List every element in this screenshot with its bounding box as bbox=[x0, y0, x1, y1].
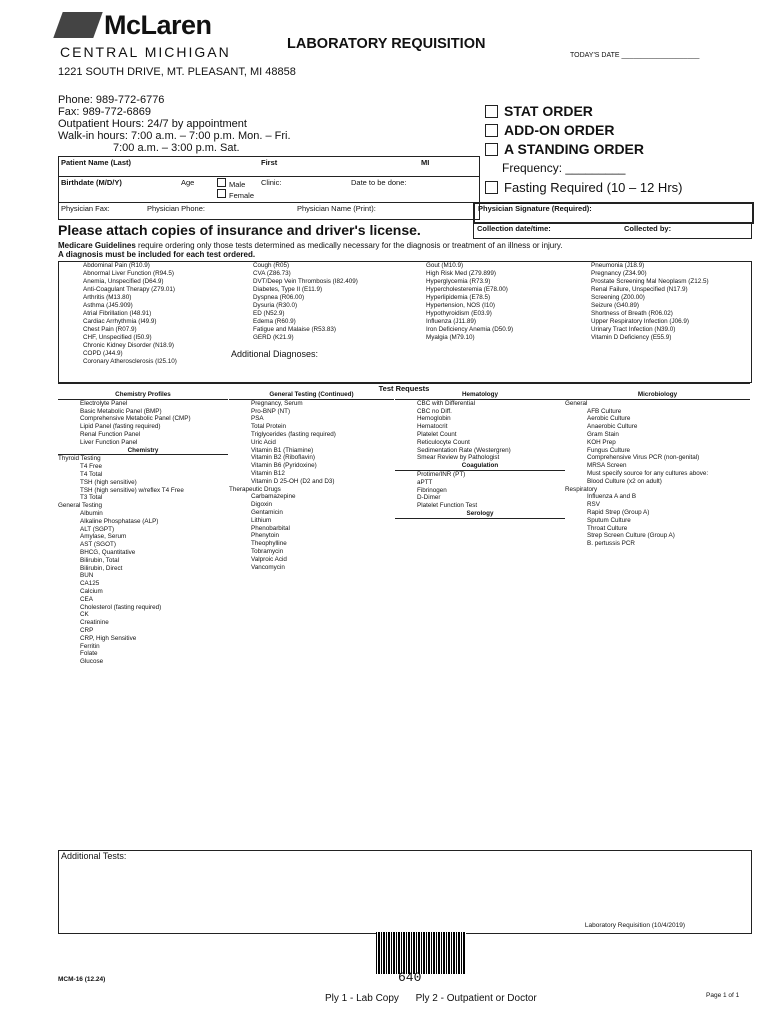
test-option[interactable]: Platelet Count bbox=[417, 430, 457, 438]
group-label: Thyroid Testing bbox=[58, 455, 101, 463]
fax: Fax: 989-772-6869 bbox=[58, 106, 151, 118]
diagnosis-option[interactable]: Anti-Coagulant Therapy (Z79.01) bbox=[83, 286, 175, 293]
test-option[interactable]: Folate bbox=[80, 650, 98, 658]
diagnosis-option[interactable]: DVT/Deep Vein Thrombosis (I82.409) bbox=[253, 278, 358, 285]
test-option[interactable]: Strep Screen Culture (Group A) bbox=[587, 532, 675, 540]
collection-box[interactable]: Collection date/time: Collected by: bbox=[473, 222, 752, 239]
test-option[interactable]: Bilirubin, Total bbox=[80, 556, 120, 564]
diagnosis-option[interactable]: Hypothyroidism (E03.9) bbox=[426, 310, 492, 317]
logo-mark-icon bbox=[53, 12, 102, 38]
test-option[interactable]: Vitamin B1 (Thiamine) bbox=[251, 446, 314, 454]
page-number: Page 1 of 1 bbox=[706, 992, 740, 999]
test-option[interactable]: Carbamazepine bbox=[251, 493, 296, 501]
test-option[interactable]: Basic Metabolic Panel (BMP) bbox=[80, 407, 162, 415]
female-option[interactable]: Female bbox=[217, 189, 254, 200]
test-option[interactable]: TSH (high sensitive) w/reflex T4 Free bbox=[80, 486, 184, 494]
test-option[interactable]: BHCG, Quantitative bbox=[80, 548, 136, 556]
brand-name: McLaren bbox=[104, 10, 212, 40]
section-header: Coagulation bbox=[395, 462, 565, 471]
test-option[interactable]: AST (SGOT) bbox=[80, 541, 116, 549]
group-label: Respiratory bbox=[565, 485, 598, 493]
diagnosis-option[interactable]: Arthritis (M13.80) bbox=[83, 294, 132, 301]
additional-diagnoses[interactable]: Additional Diagnoses: bbox=[231, 349, 319, 359]
date-done-label[interactable]: Date to be done: bbox=[351, 178, 407, 187]
test-option[interactable]: Total Protein bbox=[251, 423, 287, 431]
clinic-label[interactable]: Clinic: bbox=[261, 178, 282, 187]
order-options bbox=[485, 102, 682, 197]
hematology-column bbox=[395, 391, 565, 519]
diagnosis-option[interactable]: Seizure (G40.89) bbox=[591, 302, 639, 309]
diagnosis-option[interactable]: Chest Pain (R07.9) bbox=[83, 326, 137, 333]
test-option[interactable]: Calcium bbox=[80, 587, 103, 595]
diagnosis-option[interactable]: Upper Respiratory Infection (J06.9) bbox=[591, 318, 689, 325]
test-option[interactable]: B. pertussis PCR bbox=[587, 540, 635, 548]
mclaren-logo bbox=[58, 10, 238, 62]
test-option[interactable]: Blood Culture (x2 on adult) bbox=[587, 477, 662, 485]
fasting-option[interactable]: Fasting Required (10 – 12 Hrs) bbox=[485, 178, 682, 197]
test-option[interactable]: Bilirubin, Direct bbox=[80, 564, 123, 572]
contact-info bbox=[58, 94, 291, 154]
test-option[interactable]: Protime/INR (PT) bbox=[417, 470, 466, 478]
address: 1221 SOUTH DRIVE, MT. PLEASANT, MI 48858 bbox=[58, 66, 296, 78]
page-title: LABORATORY REQUISITION bbox=[287, 36, 486, 52]
section-header: Chemistry Profiles bbox=[58, 391, 228, 400]
ply-info: Ply 1 - Lab Copy Ply 2 - Outpatient or Doctor bbox=[325, 993, 537, 1004]
diagnosis-option[interactable]: Atrial Fibrillation (I48.91) bbox=[83, 310, 152, 317]
group-label: General Testing bbox=[58, 502, 102, 510]
test-option[interactable]: T4 Free bbox=[80, 463, 103, 471]
group-label: Therapeutic Drugs bbox=[229, 485, 281, 493]
diagnosis-option[interactable]: COPD (J44.9) bbox=[83, 350, 123, 357]
test-option[interactable]: Triglycerides (fasting required) bbox=[251, 430, 336, 438]
test-option[interactable]: Aerobic Culture bbox=[587, 415, 631, 423]
test-option[interactable]: Hematocrit bbox=[417, 423, 448, 431]
diagnosis-option[interactable]: Hypercholesteremia (E78.00) bbox=[426, 286, 508, 293]
test-option[interactable]: CBC no Diff. bbox=[417, 407, 452, 415]
test-option[interactable]: Comprehensive Virus PCR (non-genital) bbox=[587, 454, 700, 462]
patient-name-label[interactable]: Patient Name (Last) bbox=[61, 158, 132, 167]
diagnosis-option[interactable]: Vitamin D Deficiency (E55.9) bbox=[591, 334, 672, 341]
diagnosis-option[interactable]: Urinary Tract Infection (N39.0) bbox=[591, 326, 676, 333]
test-option[interactable]: Liver Function Panel bbox=[80, 438, 138, 446]
diagnosis-option[interactable]: Influenza (J11.89) bbox=[426, 318, 476, 325]
test-option[interactable]: Amylase, Serum bbox=[80, 533, 127, 541]
physician-signature-box[interactable]: Physician Signature (Required): bbox=[473, 202, 754, 224]
general-continued-column bbox=[229, 391, 394, 571]
test-option[interactable]: Tobramycin bbox=[251, 547, 284, 555]
checkbox-icon bbox=[485, 105, 498, 118]
patient-info-box bbox=[58, 156, 480, 220]
diagnosis-option[interactable]: Renal Failure, Unspecified (N17.9) bbox=[591, 286, 688, 293]
male-option[interactable]: Male bbox=[217, 178, 245, 189]
standing-order-option[interactable]: A STANDING ORDER bbox=[485, 140, 682, 159]
diagnosis-option[interactable]: Abnormal Liver Function (R94.5) bbox=[83, 270, 174, 277]
test-option[interactable]: Electrolyte Panel bbox=[80, 399, 128, 407]
diagnosis-option[interactable]: Gout (M10.9) bbox=[426, 262, 464, 269]
test-option[interactable]: Reticulocyte Count bbox=[417, 438, 470, 446]
diagnosis-option[interactable]: CVA (Z86.73) bbox=[253, 270, 291, 277]
microbiology-column bbox=[565, 391, 750, 548]
diagnosis-option[interactable]: Dysuria (R30.0) bbox=[253, 302, 298, 309]
diagnosis-option[interactable]: GERD (K21.9) bbox=[253, 334, 294, 341]
test-option[interactable]: Valproic Acid bbox=[251, 555, 287, 563]
test-option[interactable]: Lithium bbox=[251, 516, 272, 524]
diagnosis-option[interactable]: Fatigue and Malaise (R53.83) bbox=[253, 326, 336, 333]
test-option[interactable]: ALT (SGPT) bbox=[80, 525, 115, 533]
walkin-hours: Walk-in hours: 7:00 a.m. – 7:00 p.m. Mon. – Fri. bbox=[58, 130, 291, 142]
source-note: Must specify source for any cultures above: bbox=[587, 469, 709, 477]
test-option[interactable]: Vitamin B6 (Pyridoxine) bbox=[251, 462, 317, 470]
test-option[interactable]: MRSA Screen bbox=[587, 462, 627, 470]
test-requests-title: Test Requests bbox=[58, 383, 750, 393]
diagnosis-option[interactable]: Pneumonia (J18.9) bbox=[591, 262, 645, 269]
addon-order-option[interactable]: ADD-ON ORDER bbox=[485, 121, 682, 140]
test-option[interactable]: RSV bbox=[587, 501, 600, 509]
checkbox-icon bbox=[485, 181, 498, 194]
diagnosis-option[interactable]: Dyspnea (R06.00) bbox=[253, 294, 305, 301]
section-header: Microbiology bbox=[565, 391, 750, 400]
test-option[interactable]: Theophylline bbox=[251, 540, 287, 548]
test-option[interactable]: Phenobarbital bbox=[251, 524, 290, 532]
chemistry-column bbox=[58, 391, 228, 666]
test-option[interactable]: Uric Acid bbox=[251, 438, 276, 446]
physician-fax-label[interactable]: Physician Fax: bbox=[61, 204, 110, 213]
age-label[interactable]: Age bbox=[181, 178, 195, 187]
test-option[interactable]: Lipid Panel (fasting required) bbox=[80, 423, 161, 431]
diagnosis-option[interactable]: CHF, Unspecified (I50.9) bbox=[83, 334, 152, 341]
test-option[interactable]: CRP bbox=[80, 626, 94, 634]
diagnosis-option[interactable]: Hypertension, NOS (I10) bbox=[426, 302, 495, 309]
test-option[interactable]: D-Dimer bbox=[417, 494, 441, 502]
todays-date[interactable]: TODAY'S DATE ____________________ bbox=[570, 52, 700, 59]
diagnosis-option[interactable]: Edema (R60.9) bbox=[253, 318, 296, 325]
req-version: Laboratory Requisition (10/4/2019) bbox=[584, 922, 685, 929]
barcode bbox=[376, 932, 466, 974]
test-option[interactable]: AFB Culture bbox=[587, 407, 622, 415]
test-option[interactable]: Vitamin B2 (Riboflavin) bbox=[251, 454, 315, 462]
section-header: Serology bbox=[395, 510, 565, 519]
phone: Phone: 989-772-6776 bbox=[58, 94, 165, 106]
test-option[interactable]: Sedimentation Rate (Westergren) bbox=[417, 446, 511, 454]
attach-notice: Please attach copies of insurance and driver's license. bbox=[58, 222, 421, 238]
group-label: General bbox=[565, 399, 588, 407]
test-option[interactable]: PSA bbox=[251, 415, 264, 423]
test-option[interactable]: Digoxin bbox=[251, 501, 272, 509]
mi-label[interactable]: MI bbox=[421, 158, 430, 167]
section-header: General Testing (Continued) bbox=[229, 391, 394, 400]
test-option[interactable]: Alkaline Phosphatase (ALP) bbox=[80, 517, 159, 525]
test-option[interactable]: BUN bbox=[80, 572, 94, 580]
test-option[interactable]: aPTT bbox=[417, 478, 433, 486]
test-option[interactable]: Gentamicin bbox=[251, 508, 283, 516]
diagnosis-option[interactable]: Coronary Atherosclerosis (I25.10) bbox=[83, 358, 177, 365]
checkbox-icon bbox=[485, 143, 498, 156]
diagnosis-option[interactable]: Cardiac Arrhythmia (I49.9) bbox=[83, 318, 157, 325]
test-option[interactable]: Platelet Function Test bbox=[417, 502, 478, 510]
brand-sub: CENTRAL MICHIGAN bbox=[60, 44, 231, 60]
test-option[interactable]: Sputum Culture bbox=[587, 516, 631, 524]
test-option[interactable]: Hemoglobin bbox=[417, 415, 451, 423]
barcode-number: 640 bbox=[398, 970, 422, 985]
diagnosis-option[interactable]: High Risk Med (Z79.899) bbox=[426, 270, 496, 277]
test-option[interactable]: KOH Prep bbox=[587, 438, 616, 446]
diagnosis-option[interactable]: Myalgia (M79.10) bbox=[426, 334, 475, 341]
diagnosis-option[interactable]: Anemia, Unspecified (D64.9) bbox=[83, 278, 164, 285]
diagnosis-option[interactable]: Screening (Z00.00) bbox=[591, 294, 645, 301]
diagnosis-option[interactable]: Asthma (J45.909) bbox=[83, 302, 133, 309]
test-option[interactable]: Pro-BNP (NT) bbox=[251, 407, 291, 415]
section-header: Hematology bbox=[395, 391, 565, 400]
test-option[interactable]: TSH (high sensitive) bbox=[80, 478, 137, 486]
test-option[interactable]: Pregnancy, Serum bbox=[251, 399, 303, 407]
test-option[interactable]: Comprehensive Metabolic Panel (CMP) bbox=[80, 415, 191, 423]
additional-tests-box[interactable]: Additional Tests: Laboratory Requisition (10/4/2019) bbox=[58, 850, 752, 934]
test-option[interactable]: CBC with Differential bbox=[417, 399, 475, 407]
test-option[interactable]: Creatinine bbox=[80, 619, 109, 627]
test-option[interactable]: Vitamin D 25-OH (D2 and D3) bbox=[251, 477, 335, 485]
first-name-label[interactable]: First bbox=[261, 158, 278, 167]
test-option[interactable]: Fungus Culture bbox=[587, 446, 631, 454]
test-option[interactable]: Influenza A and B bbox=[587, 493, 637, 501]
diagnosis-option[interactable]: Hyperglycemia (R73.9) bbox=[426, 278, 491, 285]
test-option[interactable]: Vitamin B12 bbox=[251, 469, 285, 477]
test-option[interactable]: T3 Total bbox=[80, 494, 103, 502]
test-option[interactable]: CA125 bbox=[80, 580, 100, 588]
test-option[interactable]: CK bbox=[80, 611, 89, 619]
diagnosis-option[interactable]: Hyperlipidemia (E78.5) bbox=[426, 294, 491, 301]
diagnosis-option[interactable]: Abdominal Pain (R10.9) bbox=[83, 262, 150, 269]
form-code: MCM-16 (12.24) bbox=[58, 976, 106, 983]
test-option[interactable]: Rapid Strep (Group A) bbox=[587, 508, 650, 516]
test-option[interactable]: T4 Total bbox=[80, 470, 103, 478]
checkbox-icon bbox=[485, 124, 498, 137]
walkin-hours-sat: 7:00 a.m. – 3:00 p.m. Sat. bbox=[58, 142, 240, 154]
diagnosis-option[interactable]: ED (N52.9) bbox=[253, 310, 285, 317]
test-option[interactable]: CRP, High Sensitive bbox=[80, 634, 137, 642]
diagnosis-option[interactable]: Chronic Kidney Disorder (N18.9) bbox=[83, 342, 174, 349]
section-header: Chemistry bbox=[58, 447, 228, 456]
medicare-guidelines: Medicare Guidelines require ordering only those tests determined as medically necessary for the diagnosis or treatment of an illness or injury. A diagnosis must be included for each test ordered. bbox=[58, 241, 563, 259]
test-option[interactable]: Renal Function Panel bbox=[80, 430, 141, 438]
test-option[interactable]: CEA bbox=[80, 595, 93, 603]
diagnosis-option[interactable]: Cough (R05) bbox=[253, 262, 290, 269]
test-option[interactable]: Gram Stain bbox=[587, 430, 619, 438]
test-option[interactable]: Glucose bbox=[80, 658, 104, 666]
outpatient-hours: Outpatient Hours: 24/7 by appointment bbox=[58, 118, 247, 130]
birthdate-label[interactable]: Birthdate (M/D/Y) bbox=[61, 178, 122, 187]
test-option[interactable]: Cholesterol (fasting required) bbox=[80, 603, 162, 611]
diagnosis-option[interactable]: Shortness of Breath (R06.02) bbox=[591, 310, 673, 317]
test-option[interactable]: Ferritin bbox=[80, 642, 100, 650]
diagnosis-option[interactable]: Iron Deficiency Anemia (D50.9) bbox=[426, 326, 514, 333]
test-option[interactable]: Phenytoin bbox=[251, 532, 280, 540]
physician-name-label[interactable]: Physician Name (Print): bbox=[297, 204, 376, 213]
test-option[interactable]: Smear Review by Pathologist bbox=[417, 454, 500, 462]
physician-phone-label[interactable]: Physician Phone: bbox=[147, 204, 205, 213]
test-option[interactable]: Anaerobic Culture bbox=[587, 423, 638, 431]
test-option[interactable]: Albumin bbox=[80, 509, 103, 517]
test-option[interactable]: Fibrinogen bbox=[417, 486, 447, 494]
frequency-field[interactable]: Frequency: _________ bbox=[502, 161, 626, 175]
test-option[interactable]: Throat Culture bbox=[587, 524, 628, 532]
stat-order-option[interactable]: STAT ORDER bbox=[485, 102, 682, 121]
diagnosis-option[interactable]: Diabetes, Type II (E11.9) bbox=[253, 286, 323, 293]
diagnosis-option[interactable]: Pregnancy (Z34.90) bbox=[591, 270, 647, 277]
test-option[interactable]: Vancomycin bbox=[251, 563, 285, 571]
diagnosis-table bbox=[58, 261, 752, 383]
diagnosis-option[interactable]: Prostate Screening Mal Neoplasm (Z12.5) bbox=[591, 278, 709, 285]
